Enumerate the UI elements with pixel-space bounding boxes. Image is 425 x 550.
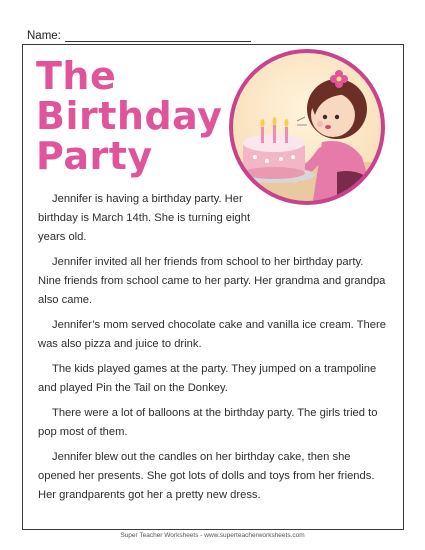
story-title <box>36 56 222 176</box>
birthday-girl-illustration <box>227 47 387 207</box>
paragraph-5: There were a lot of balloons at the birthday party. The girls tried to pop most of them. <box>38 407 378 438</box>
paragraph-2: Jennifer invited all her friends from school to her birthday party. Nine friends from school came to her party. Her grandma and grandpa also came. <box>38 256 386 306</box>
title-line-2: Birthday <box>36 94 223 138</box>
title-line-3: Party <box>36 134 153 178</box>
name-blank-line[interactable] <box>65 31 251 42</box>
paragraph-1: Jennifer is having a birthday party. Her birthday is March 14th. She is turning eight years old. <box>38 193 251 243</box>
paragraph-6: Jennifer blew out the candles on her birthday cake, then she opened her presents. She got lots of dolls and toys from her friends. Her grandparents got her a pretty new dress. <box>38 451 375 501</box>
paragraph-4: The kids played games at the party. They jumped on a trampoline and played Pin the Tail on the Donkey. <box>38 363 377 394</box>
name-field <box>27 30 251 42</box>
footer-credit: Super Teacher Worksheets - www.superteacherworksheets.com <box>120 532 305 539</box>
story-text <box>38 190 388 511</box>
title-line-1: The <box>36 54 117 98</box>
paragraph-3: Jennifer’s mom served chocolate cake and vanilla ice cream. There was also pizza and juice to drink. <box>38 319 386 350</box>
name-label: Name: <box>27 30 61 42</box>
